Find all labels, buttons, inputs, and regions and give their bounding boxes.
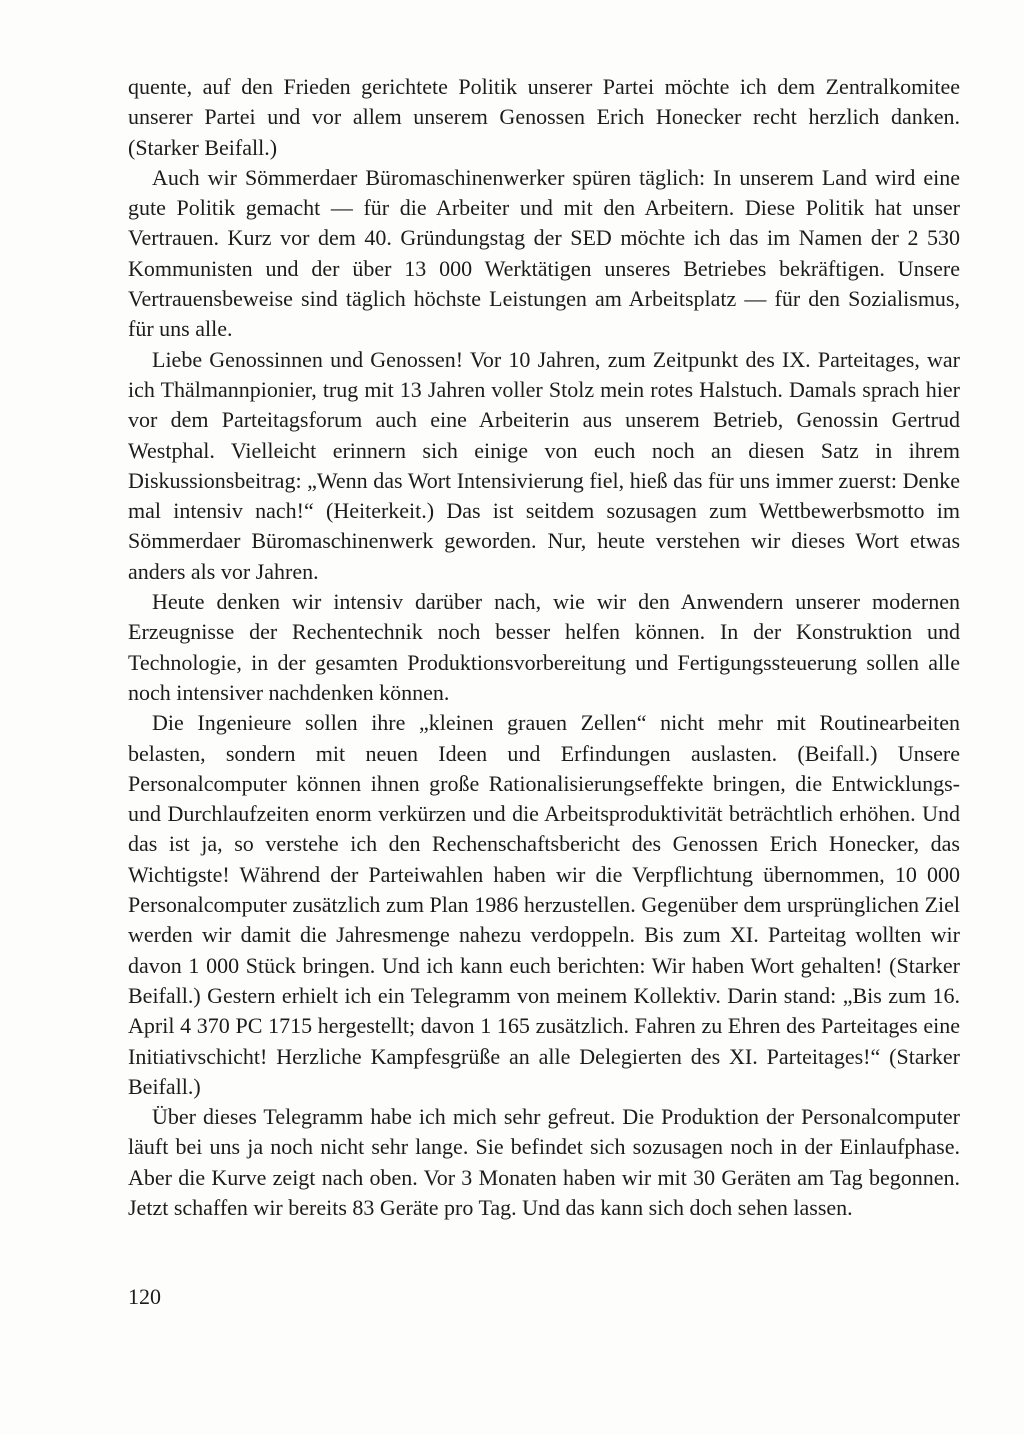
paragraph: quente, auf den Frieden gerichtete Politik unserer Partei möchte ich dem Zentralkomitee unserer Partei und vor allem unserem Genossen Erich Honecker recht herzlich danken. (Starker Beifall.) — [128, 74, 960, 160]
paragraph: Liebe Genossinnen und Genossen! Vor 10 Jahren, zum Zeitpunkt des IX. Parteitages, war ich Thälmannpionier, trug mit 13 Jahren voller Stolz mein rotes Halstuch. Damals sprach hier vor dem Parteitagsforum auch eine Arbeiterin aus unserem Betrieb, Genossin Gertrud Westphal. Vielleicht erinnern sich einige von euch noch an diesen Satz in ihrem Diskussionsbeitrag: „Wenn das Wort Intensivierung fiel, hieß das für uns immer zuerst: Denke mal intensiv nach!“ (Heiterkeit.) Das ist seitdem sozusagen zum Wettbewerbsmotto im Sömmerdaer Büromaschinenwerk geworden. Nur, heute verstehen wir dieses Wort etwas anders als vor Jahren. — [128, 346, 960, 584]
paragraph: Die Ingenieure sollen ihre „kleinen grauen Zellen“ nicht mehr mit Routinearbeiten belasten, sondern mit neuen Ideen und Erfindungen auslasten. (Beifall.) Unsere Personalcomputer können ihnen große Rationalisierungseffekte bringen, die Entwicklungs- und Durchlaufzeiten enorm verkürzen und die Arbeitsproduktivität beträchtlich erhöhen. Und das ist ja, so verstehe ich den Rechenschaftsbericht des Genossen Erich Honecker, das Wichtigste! Während der Parteiwahlen haben wir die Verpflichtung übernommen, 10 000 Personalcomputer zusätzlich zum Plan 1986 herzustellen. Gegenüber dem ursprünglichen Ziel werden wir damit die Jahresmenge nahezu verdoppeln. Bis zum XI. Parteitag wollten wir davon 1 000 Stück bringen. Und ich kann euch berichten: Wir haben Wort gehalten! (Starker Beifall.) Gestern erhielt ich ein Telegramm von meinem Kollektiv. Darin stand: „Bis zum 16. April 4 370 PC 1715 hergestellt; davon 1 165 zusätzlich. Fahren zu Ehren des Parteitages eine Initiativschicht! Herzliche Kampfesgrüße an alle Delegierten des XI. Parteitages!“ (Starker Beifall.) — [128, 710, 960, 1099]
paragraph: Über dieses Telegramm habe ich mich sehr gefreut. Die Produktion der Personalcomputer läuft bei uns ja noch nicht sehr lange. Sie befindet sich sozusagen noch in der Einlaufphase. Aber die Kurve zeigt nach oben. Vor 3 Monaten haben wir mit 30 Geräten am Tag begonnen. Jetzt schaffen wir bereits 83 Geräte pro Tag. Und das kann sich doch sehen lassen. — [128, 1104, 960, 1220]
paragraph: Heute denken wir intensiv darüber nach, wie wir den Anwendern unserer modernen Erzeugnisse der Rechentechnik noch besser helfen können. In der Konstruktion und Technologie, in der gesamten Produktionsvorbereitung und Fertigungssteuerung sollen alle noch intensiver nachdenken können. — [128, 589, 960, 705]
page-number: 120 — [128, 1284, 161, 1309]
paragraph: Auch wir Sömmerdaer Büromaschinenwerker spüren täglich: In unserem Land wird eine gute Politik gemacht — für die Arbeiter und mit den Arbeitern. Diese Politik hat unser Vertrauen. Kurz vor dem 40. Gründungstag der SED möchte ich das im Namen der 2 530 Kommunisten und der über 13 000 Werktätigen unseres Betriebes bekräftigen. Unsere Vertrauensbeweise sind täglich höchste Leistungen am Arbeitsplatz — für den Sozialismus, für uns alle. — [128, 164, 960, 342]
body-text — [128, 72, 960, 1223]
